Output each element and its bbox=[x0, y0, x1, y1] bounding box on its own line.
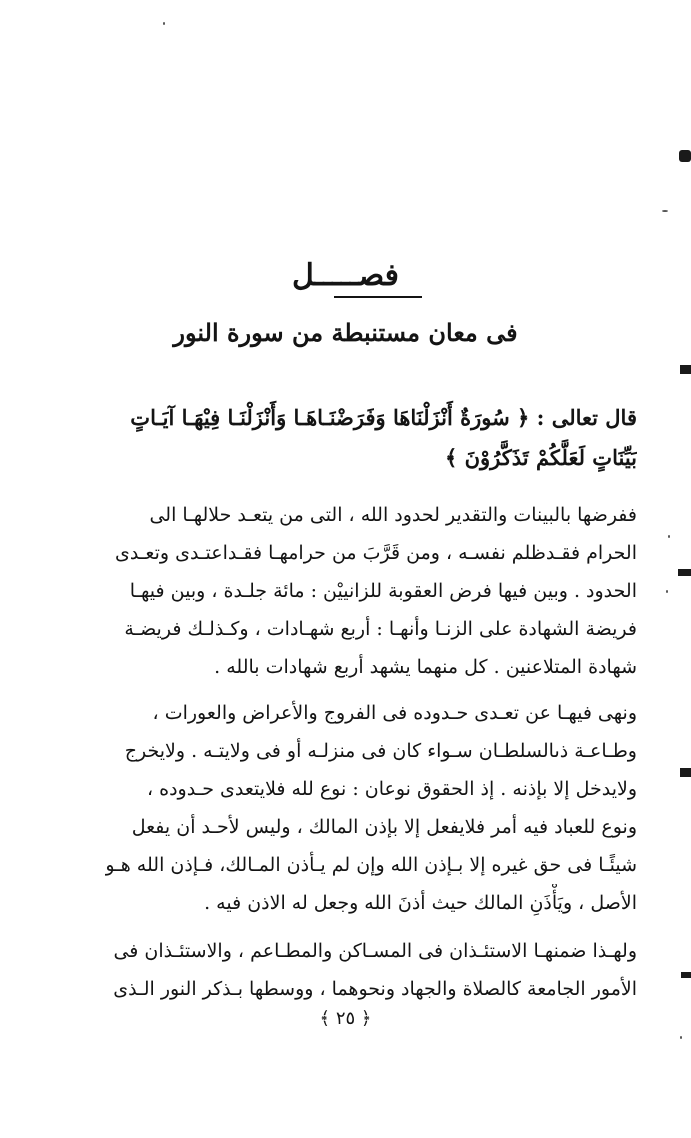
scan-speck bbox=[662, 210, 668, 212]
page-number: ﴿ ٢٥ ﴾ bbox=[319, 1008, 372, 1029]
paragraph-3 bbox=[105, 932, 637, 1008]
section-heading: فصـــــل bbox=[291, 258, 400, 293]
scan-speck bbox=[163, 22, 165, 25]
text-line: ونوع للعباد فيه أمر فلايفعل إلا بإذن المالك ، وليس لأحـد أن يفعل bbox=[131, 816, 637, 838]
text-line: ولهـذا ضمنهـا الاستئـذان فى المسـاكن والمطـاعم ، والاستئـذان فى bbox=[113, 940, 637, 962]
text-line: بَيِّنَاتٍ لَعَلَّكُمْ تَذَكَّرُوْنَ ﴾ bbox=[445, 445, 637, 470]
text-line: فريضة الشهادة على الزنـا وأنهـا : أربع شهـادات ، وكـذلـك فريضـة bbox=[124, 618, 637, 640]
text-line: شهادة المتلاعنين . كل منهما يشهد أربع شهادات بالله . bbox=[214, 656, 637, 678]
text-line: ولايدخل إلا بإذنه . إذ الحقوق نوعان : نوع لله فلايتعدى حـدوده ، bbox=[146, 778, 637, 800]
quran-verse-paragraph bbox=[105, 398, 637, 478]
scan-edge-mark bbox=[681, 972, 691, 978]
text-line: الأمور الجامعة كالصلاة والجهاد ونحوهما ، ووسطها بـذكر النور الـذى bbox=[113, 978, 637, 1000]
text-line: الحرام فقـدظلم نفسـه ، ومن قَرَّبَ من حرامهـا فقـداعتـدى وتعـدى bbox=[115, 542, 637, 564]
heading-underline bbox=[334, 296, 422, 298]
scan-edge-mark bbox=[678, 569, 691, 576]
paragraph-2 bbox=[105, 694, 637, 922]
text-line: وطـاعـة ذىالسلطـان سـواء كان فى منزلـه أو فى ولايتـه . ولايخرج bbox=[124, 740, 637, 762]
text-line: قال تعالى : ﴿ سُورَةٌ أَنْزَلْنَاهَا وَفَرَضْنَـاهَـا وَأَنْزَلْنَـا فِيْهَـا آيَـاتٍ bbox=[130, 405, 637, 430]
text-line: الحدود . وبين فيها فرض العقوبة للزانييْن : مائة جلـدة ، وبين فيهـا bbox=[129, 580, 637, 602]
scan-speck bbox=[666, 590, 668, 593]
scan-speck bbox=[680, 1036, 682, 1039]
paragraph-1 bbox=[105, 496, 637, 686]
scan-edge-mark bbox=[679, 150, 691, 162]
text-line: ففرضها بالبينات والتقدير لحدود الله ، التى من يتعـد حلالهـا الى bbox=[149, 504, 637, 526]
scan-speck bbox=[668, 535, 670, 538]
section-subtitle: فى معان مستنبطة من سورة النور bbox=[173, 318, 518, 347]
scan-edge-mark bbox=[680, 768, 691, 777]
text-line: الأصل ، ويَأْذَنِ المالك حيث أذنَ الله وجعل له الاذن فيه . bbox=[204, 892, 637, 914]
text-line: ونهى فيهـا عن تعـدى حـدوده فى الفروج والأعراض والعورات ، bbox=[152, 702, 637, 724]
scan-edge-mark bbox=[680, 365, 691, 374]
text-line: شيئًـا فى حق غيره إلا بـإذن الله وإن لم يـأذن المـالك، فـإذن الله هـو bbox=[105, 854, 637, 876]
